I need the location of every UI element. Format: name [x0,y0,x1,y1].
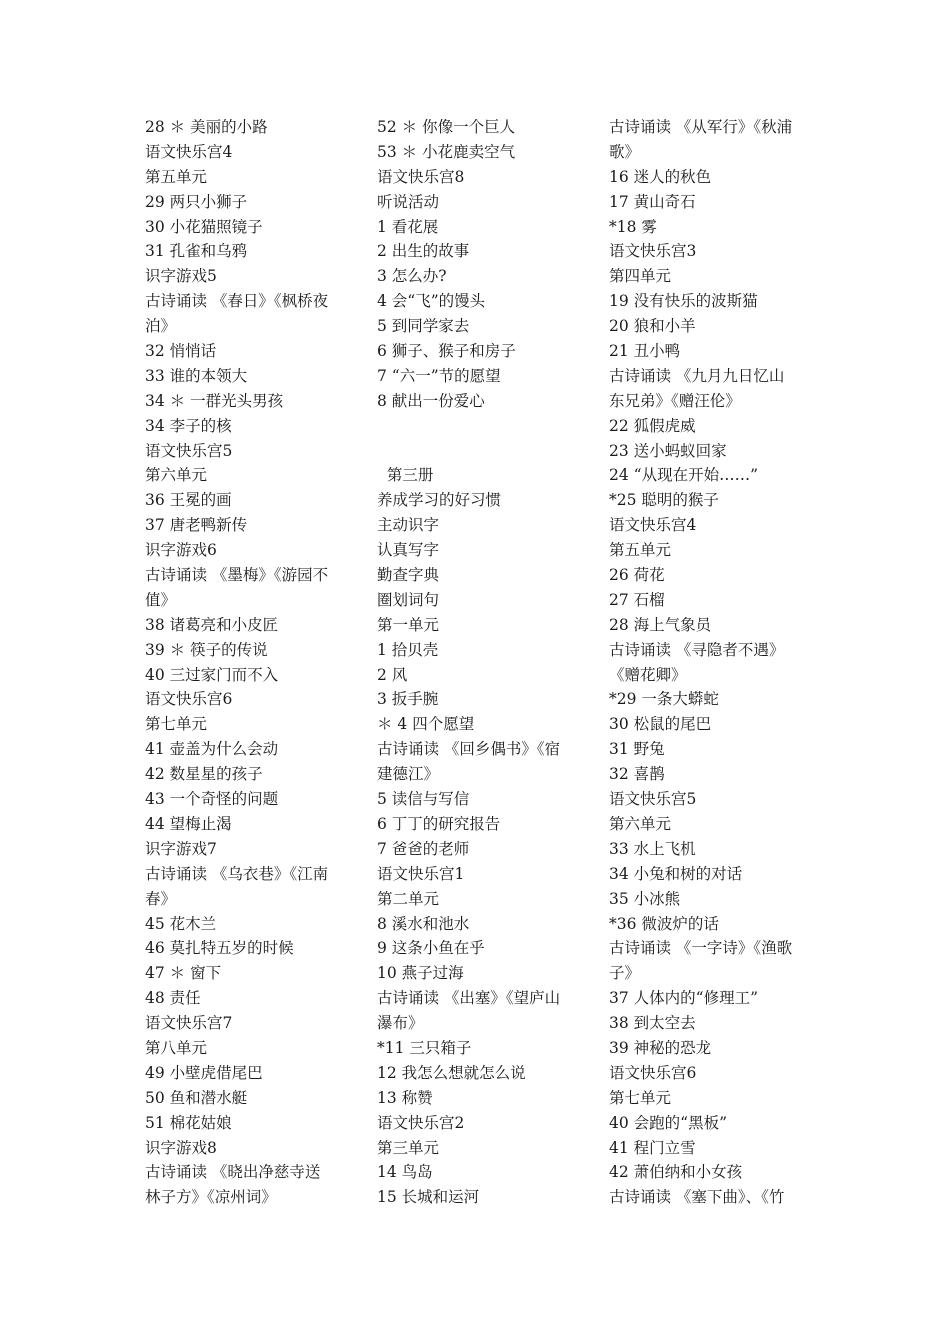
text-line: 第三册 [377,466,434,485]
text-line: *29 一条大蟒蛇 [609,690,719,709]
text-line: 3 扳手腕 [377,690,439,709]
text-line: 古诗诵读 《回乡偶书》《宿 [377,740,561,759]
text-line: 第六单元 [609,814,672,833]
text-line: 古诗诵读 《九月九日忆山 [609,366,785,385]
text-line: 语文快乐宫5 [609,790,697,809]
text-line: 古诗诵读 《春日》《枫桥夜 [145,292,329,311]
text-line: 31 野兔 [609,740,665,759]
text-line: 歌》 [609,142,641,161]
text-line: 48 责任 [145,989,201,1008]
text-line: 5 到同学家去 [377,317,470,336]
text-line: 27 石榴 [609,590,665,609]
text-line: 32 喜鹊 [609,765,665,784]
text-line: 主动识字 [377,516,440,535]
text-line: 40 会跑的“黑板” [609,1113,727,1132]
text-line: 第二单元 [377,889,440,908]
text-line: 语文快乐宫2 [377,1113,465,1132]
text-line: 42 数星星的孩子 [145,765,263,784]
text-line: 17 黄山奇石 [609,192,696,211]
text-line: 38 到太空去 [609,1014,696,1033]
text-line: 古诗诵读 《从军行》《秋浦 [609,118,793,136]
text-line: 识字游戏7 [145,839,217,858]
text-line: 第七单元 [145,715,208,734]
text-line: 听说活动 [377,192,440,211]
text-line: 34 李子的核 [145,416,232,435]
text-line: 古诗诵读 《塞下曲》、《竹 [609,1188,785,1207]
text-line: 43 一个奇怪的问题 [145,790,279,809]
text-line: 语文快乐宫7 [145,1014,233,1033]
text-line: 识字游戏8 [145,1138,217,1157]
column-3 [609,115,824,1210]
column-2 [377,115,592,1210]
text-line: 2 风 [377,665,408,684]
text-line: 45 花木兰 [145,914,217,933]
text-line: 第六单元 [145,466,208,485]
text-line: 10 燕子过海 [377,964,464,983]
text-line: 39 ＊ 筷子的传说 [145,640,268,659]
text-line: 7 “六一”节的愿望 [377,366,501,385]
text-line: 语文快乐宫1 [377,864,465,883]
text-line: 30 松鼠的尾巴 [609,715,712,734]
text-line: 语文快乐宫4 [145,142,233,161]
text-line: 5 读信与写信 [377,790,470,809]
text-line: 37 唐老鸭新传 [145,516,248,535]
text-line: ＊ 4 四个愿望 [377,715,475,734]
text-line: 泊》 [145,317,177,336]
text-line: 8 溪水和池水 [377,914,470,933]
text-line: 古诗诵读 《乌衣巷》《江南 [145,864,329,883]
text-line: 第七单元 [609,1088,672,1107]
text-line: 东兄弟》《赠汪伦》 [609,391,741,410]
text-line: 31 孔雀和乌鸦 [145,242,248,261]
text-line: 古诗诵读 《一字诗》《渔歌 [609,939,793,958]
text-line: 50 鱼和潜水艇 [145,1088,248,1107]
text-line: 53 ＊ 小花鹿卖空气 [377,142,516,161]
text-line: 30 小花猫照镜子 [145,217,263,236]
text-line: 4 会“飞”的馒头 [377,292,486,311]
text-line: 圈划词句 [377,590,440,609]
text-line: 第五单元 [145,167,208,186]
text-line: 39 神秘的恐龙 [609,1038,712,1057]
text-line: 16 迷人的秋色 [609,167,712,186]
text-line: 19 没有快乐的波斯猫 [609,292,758,311]
text-line: 51 棉花姑娘 [145,1113,232,1132]
text-line: 语文快乐宫6 [609,1063,697,1082]
text-line: 语文快乐宫3 [609,242,697,261]
text-line [377,439,592,464]
text-line: 第四单元 [609,267,672,286]
text-line: 《赠花卿》 [609,665,687,684]
text-line: 春》 [145,889,177,908]
text-line: 44 望梅止渴 [145,814,232,833]
text-line [377,414,592,439]
text-line: *11 三只箱子 [377,1038,472,1057]
text-line: *18 雾 [609,217,657,236]
text-line: 林子方》《凉州词》 [145,1188,277,1207]
text-line: 第三单元 [377,1138,440,1157]
text-line: 1 看花展 [377,217,439,236]
text-line: 22 狐假虎威 [609,416,696,435]
text-line: 33 水上飞机 [609,839,696,858]
text-line: 2 出生的故事 [377,242,470,261]
text-line: *36 微波炉的话 [609,914,719,933]
text-line: 33 谁的本领大 [145,366,248,385]
text-line: 52 ＊ 你像一个巨人 [377,118,516,136]
text-line: 13 称赞 [377,1088,433,1107]
text-line: *25 聪明的猴子 [609,491,719,510]
text-line: 6 丁丁的研究报告 [377,814,501,833]
text-line: 24 “从现在开始……” [609,466,758,485]
text-line: 第五单元 [609,541,672,560]
text-line: 34 小兔和树的对话 [609,864,743,883]
text-line: 1 拾贝壳 [377,640,439,659]
text-line: 41 程门立雪 [609,1138,696,1157]
text-line: 第一单元 [377,615,440,634]
text-line: 瀑布》 [377,1014,424,1033]
text-line: 古诗诵读 《出塞》《望庐山 [377,989,561,1008]
text-line: 6 狮子、猴子和房子 [377,342,516,361]
text-line: 语文快乐宫8 [377,167,465,186]
text-line: 42 萧伯纳和小女孩 [609,1163,743,1182]
text-line: 建德江》 [377,765,440,784]
text-line: 养成学习的好习惯 [377,491,502,510]
text-line: 12 我怎么想就怎么说 [377,1063,526,1082]
text-line: 38 诸葛亮和小皮匠 [145,615,279,634]
text-line: 23 送小蚂蚁回家 [609,441,727,460]
text-line: 40 三过家门而不入 [145,665,279,684]
text-line: 识字游戏5 [145,267,217,286]
text-line: 26 荷花 [609,566,665,585]
text-line: 36 王冕的画 [145,491,232,510]
text-line: 认真写字 [377,541,440,560]
text-line: 15 长城和运河 [377,1188,480,1207]
column-1 [145,115,360,1210]
text-line: 7 爸爸的老师 [377,839,470,858]
text-line: 勤查字典 [377,566,440,585]
text-line: 第八单元 [145,1038,208,1057]
text-line: 3 怎么办? [377,267,447,286]
text-line: 子》 [609,964,641,983]
text-line: 46 莫扎特五岁的时候 [145,939,294,958]
text-line: 28 ＊ 美丽的小路 [145,118,268,136]
text-line: 古诗诵读 《寻隐者不遇》 [609,640,785,659]
text-line: 语文快乐宫6 [145,690,233,709]
text-line: 49 小壁虎借尾巴 [145,1063,263,1082]
text-line: 语文快乐宫4 [609,516,697,535]
text-line: 34 ＊ 一群光头男孩 [145,391,284,410]
text-line: 值》 [145,590,177,609]
text-line: 41 壶盖为什么会动 [145,740,279,759]
text-line: 32 悄悄话 [145,342,217,361]
text-line: 语文快乐宫5 [145,441,233,460]
text-line: 20 狼和小羊 [609,317,696,336]
text-line: 8 献出一份爱心 [377,391,485,410]
text-line: 47 ＊ 窗下 [145,964,222,983]
text-line: 9 这条小鱼在乎 [377,939,485,958]
text-line: 识字游戏6 [145,541,217,560]
text-line: 14 鸟岛 [377,1163,433,1182]
text-line: 37 人体内的“修理工” [609,989,758,1008]
text-line: 28 海上气象员 [609,615,712,634]
text-line: 21 丑小鸭 [609,342,681,361]
text-line: 古诗诵读 《晓出净慈寺送 [145,1163,321,1182]
text-line: 29 两只小狮子 [145,192,248,211]
text-line: 古诗诵读 《墨梅》《游园不 [145,566,329,585]
text-line: 35 小冰熊 [609,889,681,908]
